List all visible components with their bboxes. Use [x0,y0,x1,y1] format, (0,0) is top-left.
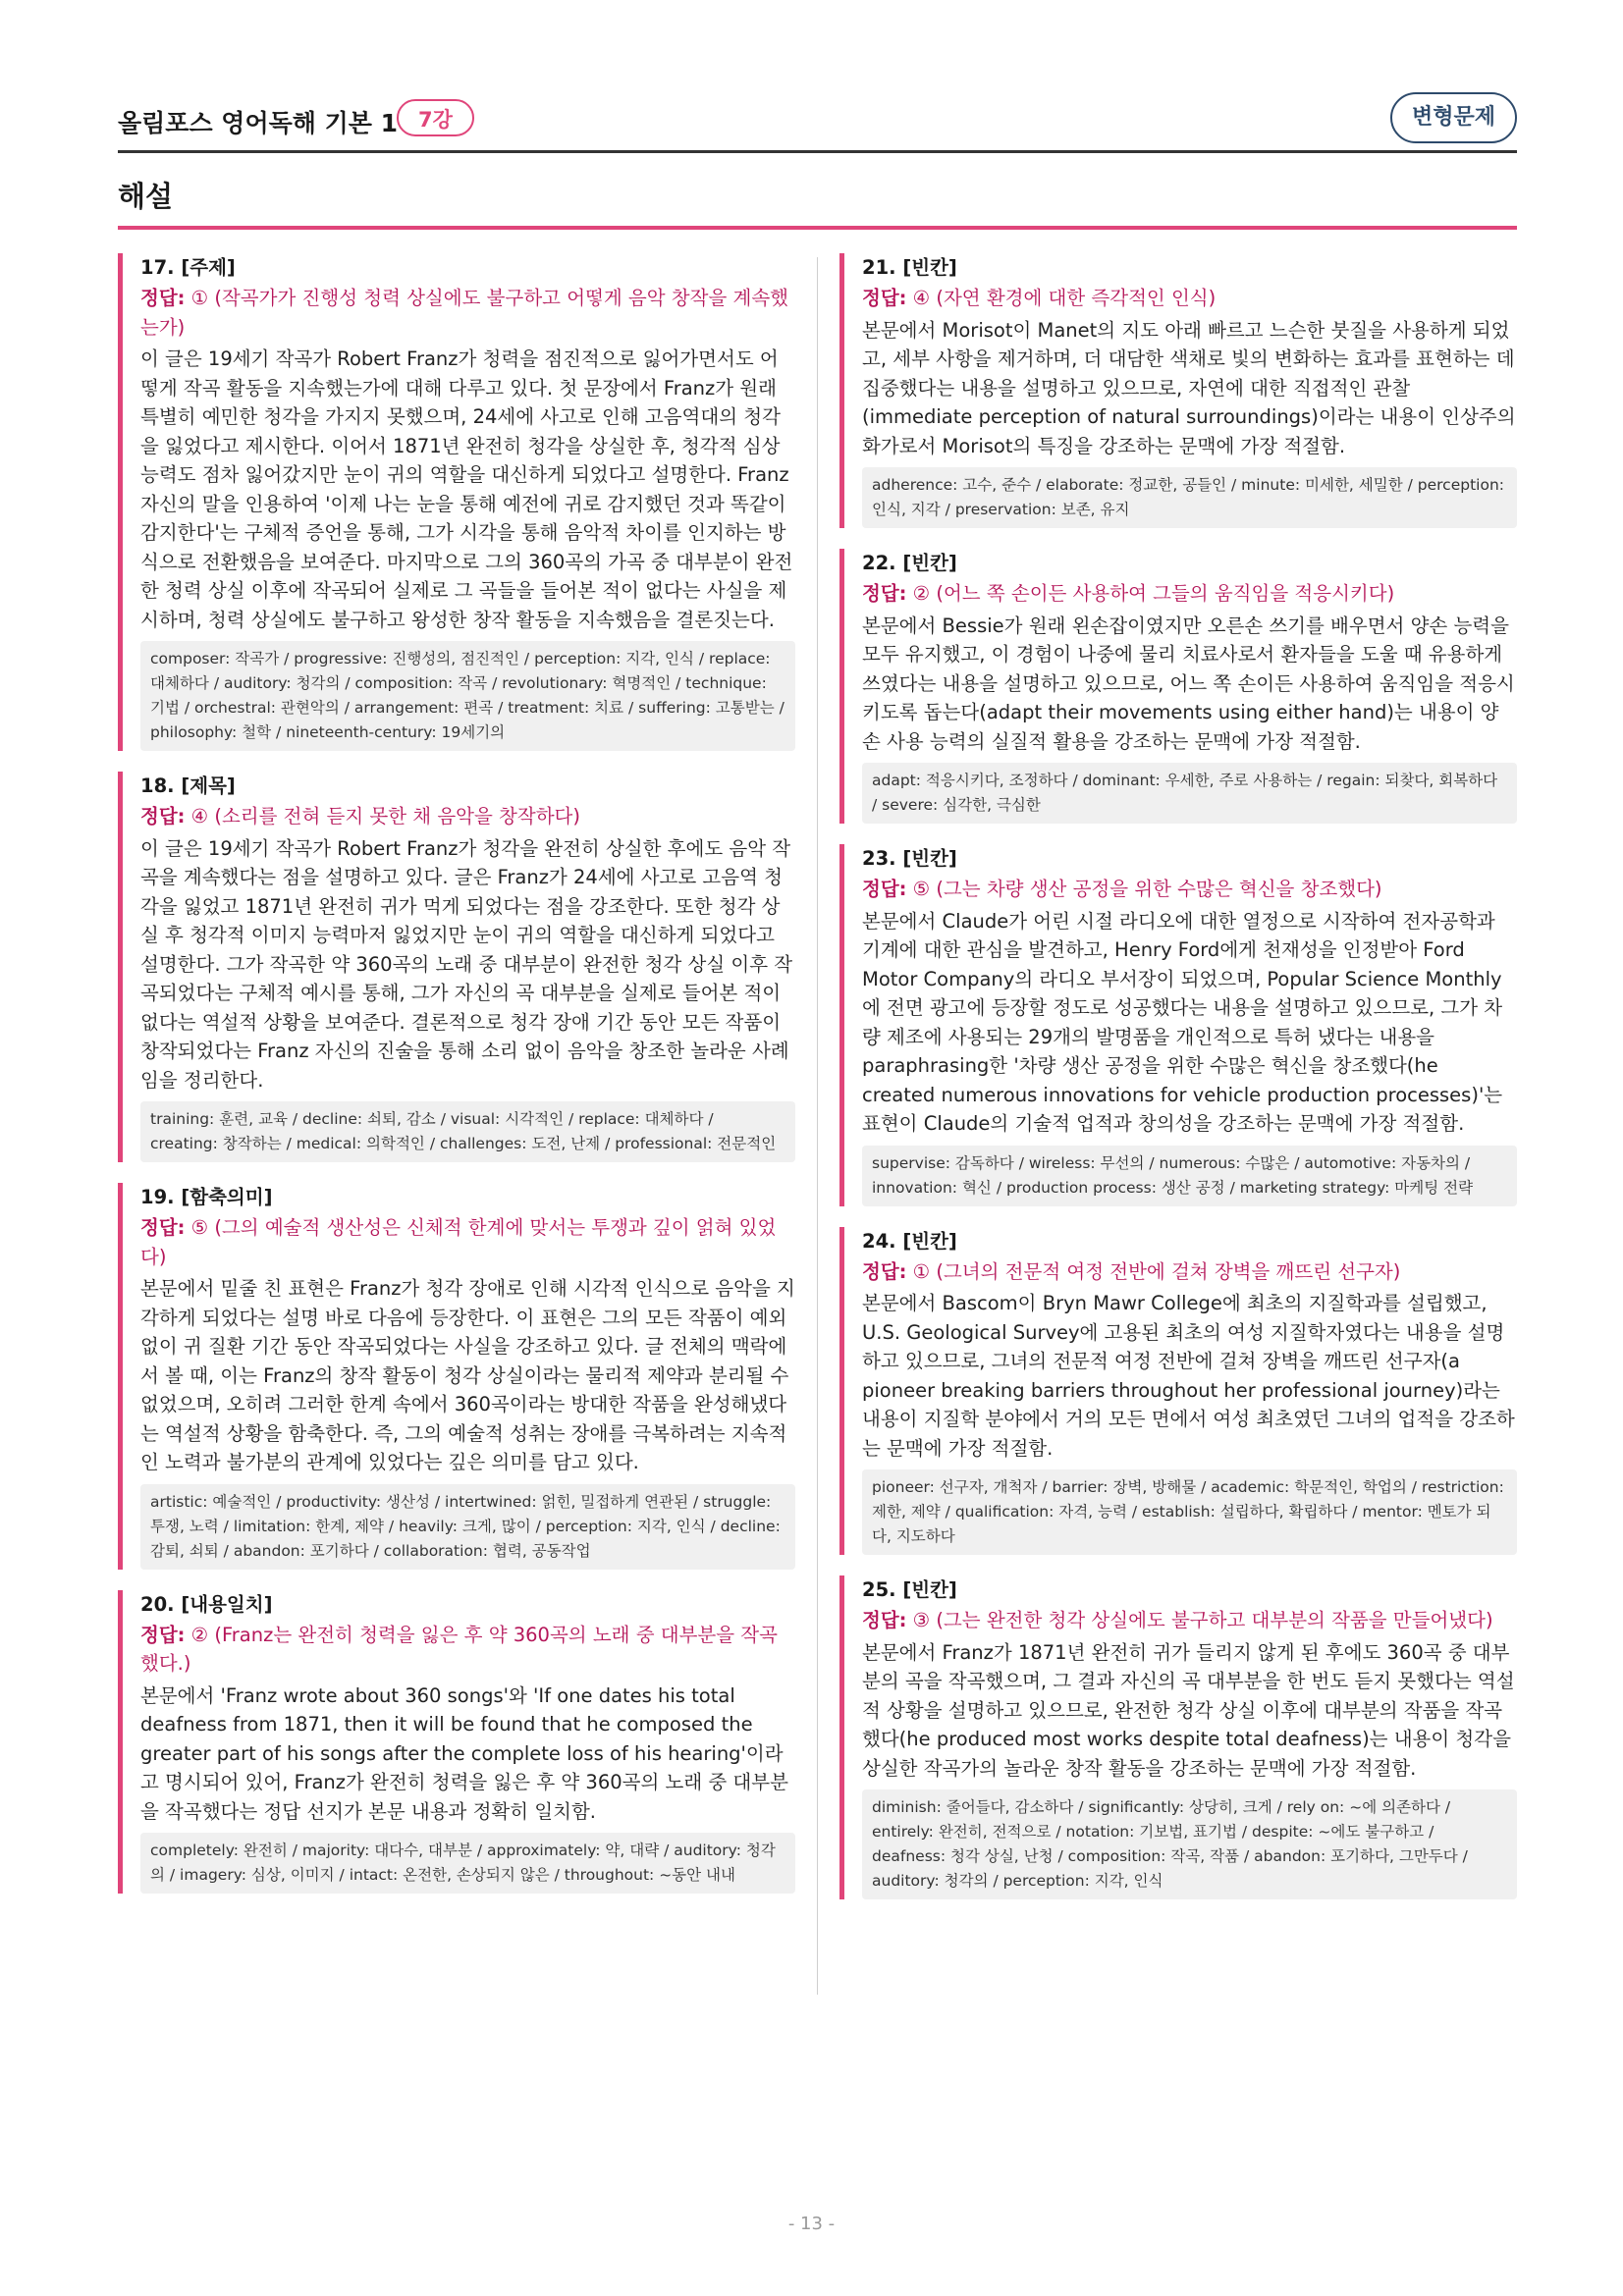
section-divider [118,226,1517,230]
answer-text: ③ (그는 완전한 청각 상실에도 불구하고 대부분의 작품을 만들어냈다) [906,1609,1493,1631]
explanation-text: 본문에서 Morisot이 Manet의 지도 아래 빠르고 느슨한 붓질을 사용하게 되었고, 세부 사항을 제거하며, 더 대담한 색채로 빛의 변화하는 효과를 표현하는 데 집중했다는 내용을 설명하고 있으므로, 자연에 대한 직접적인 관찰(immediate perception of natural surroundings)이라는 내용이 인상주의 화가로서 Morisot의 특징을 강조하는 문맥에 가장 적절함. [862,318,1516,457]
answer-label: 정답: [862,1609,907,1631]
right-column [839,253,1517,1920]
answer-label: 정답: [140,805,186,828]
vocabulary-box: diminish: 줄어들다, 감소하다 / significantly: 상당히, 크게 / rely on: ~에 의존하다 / entirely: 완전히, 전적으로 / notation: 기보법, 표기법 / despite: ~에도 불구하고 / deafness: 청각 상실, 난청 / composition: 작곡, 작품 / abandon: 포기하다, 그만두다 / auditory: 청각의 / perception: 지각, 인식 [862,1789,1517,1899]
explanation-text: 본문에서 Claude가 어린 시절 라디오에 대한 열정으로 시작하여 전자공학과 기계에 대한 관심을 발견하고, Henry Ford에게 천재성을 인정받아 Ford Motor Company의 라디오 부서장이 되었으며, Popular Science Monthly에 전면 광고에 등장할 정도로 성공했다는 내용을 설명하고 있으므로, 그가 차량 제조에 사용되는 29개의 발명품을 개인적으로 특허 냈다는 내용을 paraphrasing한 '차량 생산 공정을 위한 수많은 혁신을 창조했다(he created numerous innovations for vehicle production processes)'는 표현이 Claude의 기술적 업적과 창의성을 강조하는 문맥에 가장 적절함. [862,909,1503,1135]
answer-line [862,1257,1517,1287]
question-block-24 [839,1227,1517,1556]
answer-text: ⑤ (그는 차량 생산 공정을 위한 수많은 혁신을 창조했다) [906,878,1382,900]
answer-line [140,284,795,342]
answer-label: 정답: [140,287,186,309]
vocabulary-box: adapt: 적응시키다, 조정하다 / dominant: 우세한, 주로 사용하는 / regain: 되찾다, 회복하다 / severe: 심각한, 극심한 [862,763,1517,824]
question-title: 18. [제목] [140,774,236,797]
explanation-text: 본문에서 Franz가 1871년 완전히 귀가 들리지 않게 된 후에도 360곡 중 대부분의 곡을 작곡했으며, 그 결과 자신의 곡 대부분을 한 번도 듣지 못했다는 역설적 상황을 설명하고 있으므로, 완전한 청각 상실 이후에 대부분의 작품을 작곡했다(he produced most works despite total deafness)는 내용이 청각을 상실한 작곡가의 놀라운 창작 활동을 강조하는 문맥에 가장 적절함. [862,1640,1515,1780]
answer-text: ④ (소리를 전혀 듣지 못한 채 음악을 창작하다) [185,805,580,828]
explanation-text: 본문에서 Bascom이 Bryn Mawr College에 최초의 지질학과를 설립했고, U.S. Geological Survey에 고용된 최초의 여성 지질학자였다는 내용을 설명하고 있으므로, 그녀의 전문적 여정 전반에 걸쳐 장벽을 깨뜨린 선구자(a pioneer breaking barriers throughout her professional journey)라는 내용이 지질학 분야에서 거의 모든 면에서 여성 최초였던 그녀의 업적을 강조하는 문맥에 가장 적절함. [862,1292,1515,1460]
vocabulary-box: adherence: 고수, 준수 / elaborate: 정교한, 공들인 / minute: 미세한, 세밀한 / perception: 인식, 지각 / preservation: 보존, 유지 [862,467,1517,528]
explanation-text: 이 글은 19세기 작곡가 Robert Franz가 청각을 완전히 상실한 후에도 음악 작곡을 계속했다는 점을 설명하고 있다. 글은 Franz가 24세에 사고로 고음역 청각을 잃었고 1871년 완전히 귀가 먹게 되었다는 점을 강조한다. 또한 청각 상실 후 청각적 이미지 능력마저 잃었지만 눈이 귀의 역할을 대신하게 되었다고 설명한다. 그가 작곡한 약 360곡의 노래 중 대부분이 완전한 청각 상실 이후 작곡되었다는 구체적 예시를 통해, 그가 자신의 곡 대부분을 실제로 들어본 적이 없다는 역설적 상황을 보여준다. 결론적으로 청각 장애 기간 동안 모든 작품이 창작되었다는 Franz 자신의 진술을 통해 소리 없이 음악을 창조한 놀라운 사례임을 정리한다. [140,836,793,1092]
answer-line [140,802,795,831]
answer-line [862,579,1517,609]
answer-line [140,1213,795,1271]
question-block-20 [118,1590,795,1895]
column-divider [817,257,818,1995]
question-title: 24. [빈칸] [862,1229,957,1253]
answer-text: ④ (자연 환경에 대한 즉각적인 인식) [906,287,1217,309]
answer-line [140,1621,795,1679]
question-title: 25. [빈칸] [862,1578,957,1601]
explanation-text: 본문에서 'Franz wrote about 360 songs'와 'If one dates his total deafness from 1871, then it will be found that he composed the greater part of his songs after the complete loss of his hearing'이라고 명시되어 있어, Franz가 완전히 청력을 잃은 후 약 360곡의 노래 중 대부분을 작곡했다는 정답 선지가 본문 내용과 정확히 일치함. [140,1683,788,1823]
answer-text: ① (그녀의 전문적 여정 전반에 걸쳐 장벽을 깨뜨린 선구자) [906,1259,1401,1283]
question-title: 19. [함축의미] [140,1186,273,1208]
page-number: - 13 - [787,2214,836,2234]
vocabulary-box: composer: 작곡가 / progressive: 진행성의, 점진적인 / perception: 지각, 인식 / replace: 대체하다 / auditory: 청각의 / composition: 작곡 / revolutionary: 혁명적인 / technique: 기법 / orchestral: 관현악의 / arrangement: 편곡 / treatment: 치료 / suffering: 고통받는 / philosophy: 철학 / nineteenth-century: 19세기의 [140,641,795,751]
answer-line [862,875,1517,904]
question-block-17 [118,253,795,751]
question-block-23 [839,844,1517,1206]
explanation-text: 본문에서 밑줄 친 표현은 Franz가 청각 장애로 인해 시각적 인식으로 음악을 지각하게 되었다는 설명 바로 다음에 등장한다. 이 표현은 그의 모든 작품이 예외 없이 귀 질환 기간 동안 작곡되었다는 사실을 강조하고 있다. 글 전체의 맥락에서 볼 때, 이는 Franz의 창작 활동이 청각 상실이라는 물리적 제약과 분리될 수 없었으며, 오히려 그러한 한계 속에서 360곡이라는 방대한 작품을 완성해냈다는 역설적 상황을 함축한다. 즉, 그의 예술적 성취는 장애를 극복하려는 지속적인 노력과 불가분의 관계에 있었다는 깊은 의미를 담고 있다. [140,1277,795,1473]
vocabulary-box: supervise: 감독하다 / wireless: 무선의 / numerous: 수많은 / automotive: 자동차의 / innovation: 혁신 / production process: 생산 공정 / marketing strategy: 마케팅 전략 [862,1146,1517,1206]
answer-label: 정답: [862,582,907,605]
vocabulary-box: training: 훈련, 교육 / decline: 쇠퇴, 감소 / visual: 시각적인 / replace: 대체하다 / creating: 창작하는 / medical: 의학적인 / challenges: 도전, 난제 / professional: 전문적인 [140,1101,795,1162]
answer-label: 정답: [862,287,907,309]
left-column [118,253,795,1914]
question-block-19 [118,1183,795,1570]
book-title: 올림포스 영어독해 기본 1 [118,109,399,137]
question-block-22 [839,549,1517,824]
answer-text: ② (어느 쪽 손이든 사용하여 그들의 움직임을 적응시키다) [906,582,1395,605]
answer-label: 정답: [862,878,907,900]
question-block-21 [839,253,1517,528]
answer-label: 정답: [140,1623,186,1646]
answer-label: 정답: [862,1259,907,1283]
question-title: 23. [빈칸] [862,847,957,870]
question-block-25 [839,1575,1517,1899]
answer-text: ⑤ (그의 예술적 생산성은 신체적 한계에 맞서는 투쟁과 깊이 얽혀 있었다) [140,1216,777,1268]
question-title: 21. [빈칸] [862,256,957,279]
question-block-18 [118,772,795,1162]
explanation-text: 본문에서 Bessie가 원래 왼손잡이였지만 오른손 쓰기를 배우면서 양손 능력을 모두 유지했고, 이 경험이 나중에 물리 치료사로서 환자들을 도울 때 유용하게 쓰였다는 내용을 설명하고 있으므로, 어느 쪽 손이든 사용하여 움직임을 적응시키도록 돕는다(adapt their movements using either hand)는 내용이 양손 사용 능력의 실질적 활용을 강조하는 문맥에 가장 적절함. [862,614,1515,753]
answer-text: ② (Franz는 완전히 청력을 잃은 후 약 360곡의 노래 중 대부분을 작곡했다.) [140,1623,778,1675]
vocabulary-box: artistic: 예술적인 / productivity: 생산성 / intertwined: 얽힌, 밀접하게 연관된 / struggle: 투쟁, 노력 / limitation: 한계, 제약 / heavily: 크게, 많이 / perception: 지각, 인식 / decline: 감퇴, 쇠퇴 / abandon: 포기하다 / collaboration: 협력, 공동작업 [140,1484,795,1570]
answer-line [862,284,1517,313]
section-title: 해설 [118,180,174,213]
question-title: 22. [빈칸] [862,552,957,574]
question-title: 20. [내용일치] [140,1592,273,1616]
explanation-text: 이 글은 19세기 작곡가 Robert Franz가 청력을 점진적으로 잃어가면서도 어떻게 작곡 활동을 지속했는가에 대해 다루고 있다. 첫 문장에서 Franz가 원래 특별히 예민한 청각을 가지지 못했으며, 24세에 사고로 인해 고음역대의 청각을 잃었다고 제시한다. 이어서 1871년 완전히 청각을 상실한 후, 청각적 심상 능력도 점차 잃어갔지만 눈이 귀의 역할을 대신하게 되었다고 설명한다. Franz 자신의 말을 인용하여 '이제 나는 눈을 통해 예전에 귀로 감지했던 것과 똑같이 감지한다'는 구체적 증언을 통해, 그가 시각을 통해 음악적 차이를 인지하는 방식으로 전환했음을 보여준다. 마지막으로 그의 360곡의 가곡 중 대부분이 완전한 청력 상실 이후에 작곡되어 실제로 그 곡들을 들어본 적이 없다는 사실을 제시하며, 청력 상실에도 불구하고 왕성한 창작 활동을 지속했음을 결론짓는다. [140,347,793,631]
answer-label: 정답: [140,1216,186,1239]
vocabulary-box: pioneer: 선구자, 개척자 / barrier: 장벽, 방해물 / academic: 학문적인, 학업의 / restriction: 제한, 제약 / qualification: 자격, 능력 / establish: 설립하다, 확립하다 / mentor: 멘토가 되다, 지도하다 [862,1469,1517,1555]
lesson-badge: 7강 [397,99,474,136]
vocabulary-box: completely: 완전히 / majority: 대다수, 대부분 / approximately: 약, 대략 / auditory: 청각의 / imagery: 심상, 이미지 / intact: 온전한, 손상되지 않은 / throughout: ~동안 내내 [140,1833,795,1894]
page-header [118,90,1517,153]
answer-text: ① (작곡가가 진행성 청력 상실에도 불구하고 어떻게 음악 창작을 계속했는가) [140,287,788,339]
answer-line [862,1606,1517,1635]
question-type-badge: 변형문제 [1390,92,1517,143]
question-title: 17. [주제] [140,256,236,279]
